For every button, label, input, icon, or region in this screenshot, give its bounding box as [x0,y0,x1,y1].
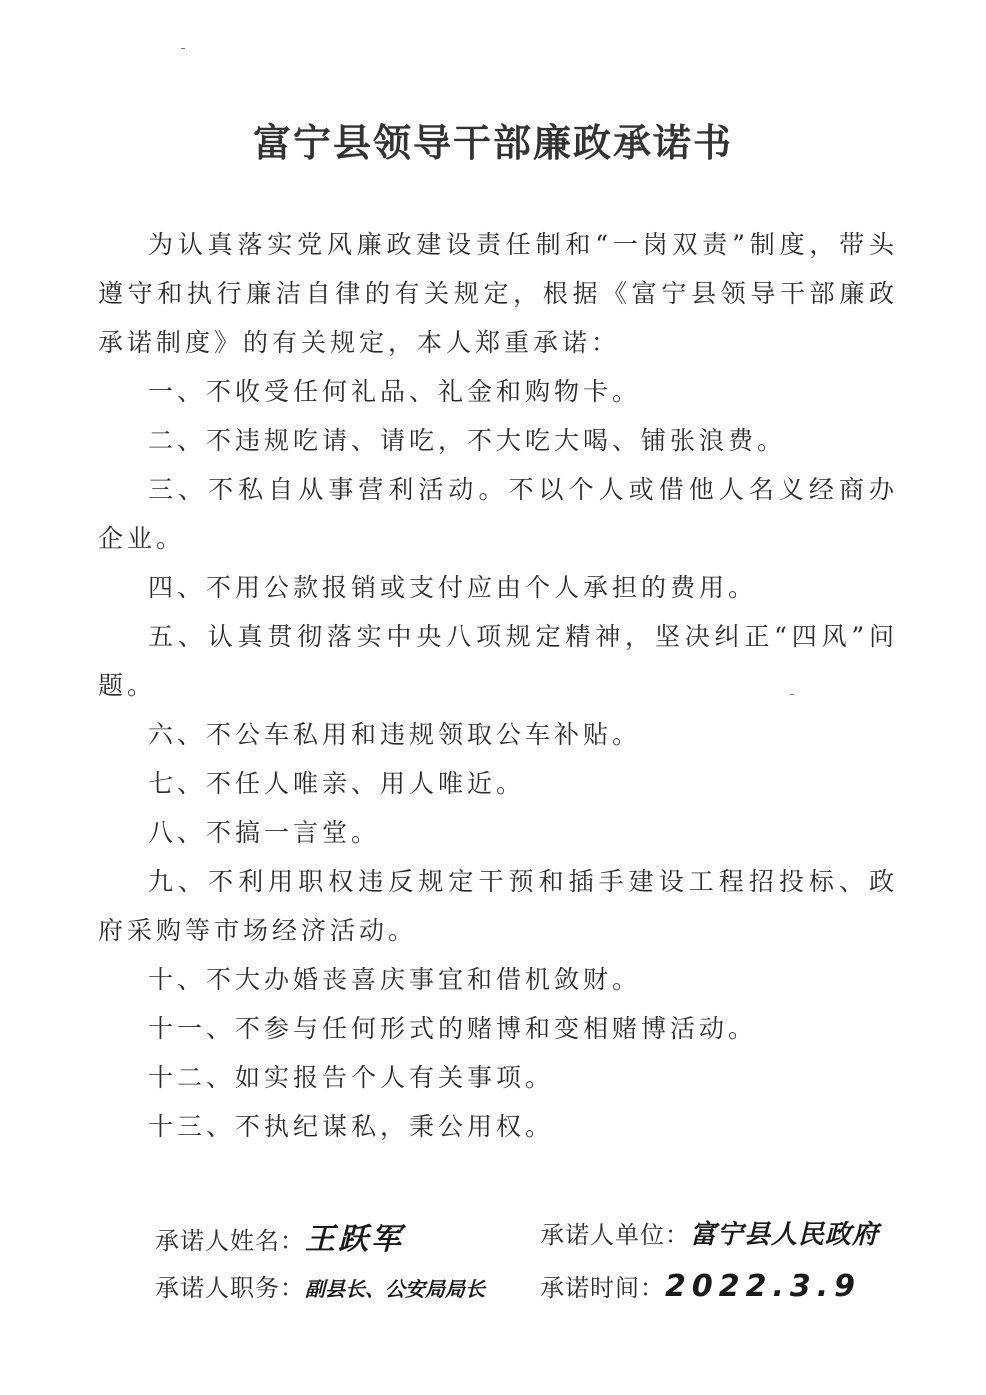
handwritten-date: 2022.3.9 [665,1269,862,1304]
time-label: 承诺时间： [540,1274,665,1302]
pledge-item: 四、不用公款报销或支付应由个人承担的费用。 [148,573,758,602]
unit-label: 承诺人单位： [540,1221,690,1249]
handwritten-name: 王跃军 [305,1222,404,1257]
signature-time-row [540,1268,861,1304]
pledge-item: 三、不私自从事营利活动。不以个人或借他人名义经商办企业。 [98,475,898,553]
document-body [98,220,898,1151]
pledge-item: 十三、不执纪谋私，秉公用权。 [148,1112,555,1141]
signature-name-row [155,1214,404,1258]
pledge-item: 八、不搞一言堂。 [148,818,381,847]
pledge-item: 十二、如实报告个人有关事项。 [148,1063,555,1092]
pledge-item: 六、不公车私用和违规领取公车补贴。 [148,720,642,749]
name-label: 承诺人姓名： [155,1227,305,1255]
signature-unit-row [540,1214,879,1251]
pledge-item: 一、不收受任何礼品、礼金和购物卡。 [148,377,642,406]
handwritten-position: 副县长、公安局局长 [305,1277,485,1301]
pledge-item: 五、认真贯彻落实中央八项规定精神，坚决纠正“四风”问题。 [98,622,898,700]
pledge-item: 十、不大办婚丧喜庆事宜和借机敛财。 [148,965,642,994]
pledge-item: 七、不任人唯亲、用人唯近。 [148,769,526,798]
signature-position-row [155,1268,485,1303]
pledge-item: 十一、不参与任何形式的赌博和变相赌博活动。 [148,1014,758,1043]
scan-speck [181,48,185,49]
handwritten-unit: 富宁县人民政府 [690,1220,880,1250]
position-label: 承诺人职务： [155,1274,305,1302]
intro-paragraph: 为认真落实党风廉政建设责任制和“一岗双责”制度，带头遵守和执行廉洁自律的有关规定，根据《富宁县领导干部廉政承诺制度》的有关规定，本人郑重承诺： [98,230,898,357]
pledge-item: 二、不违规吃请、请吃，不大吃大喝、铺张浪费。 [148,426,787,455]
document-title: 富宁县领导干部廉政承诺书 [252,121,733,165]
pledge-item: 九、不利用职权违反规定干预和插手建设工程招投标、政府采购等市场经济活动。 [98,867,898,945]
